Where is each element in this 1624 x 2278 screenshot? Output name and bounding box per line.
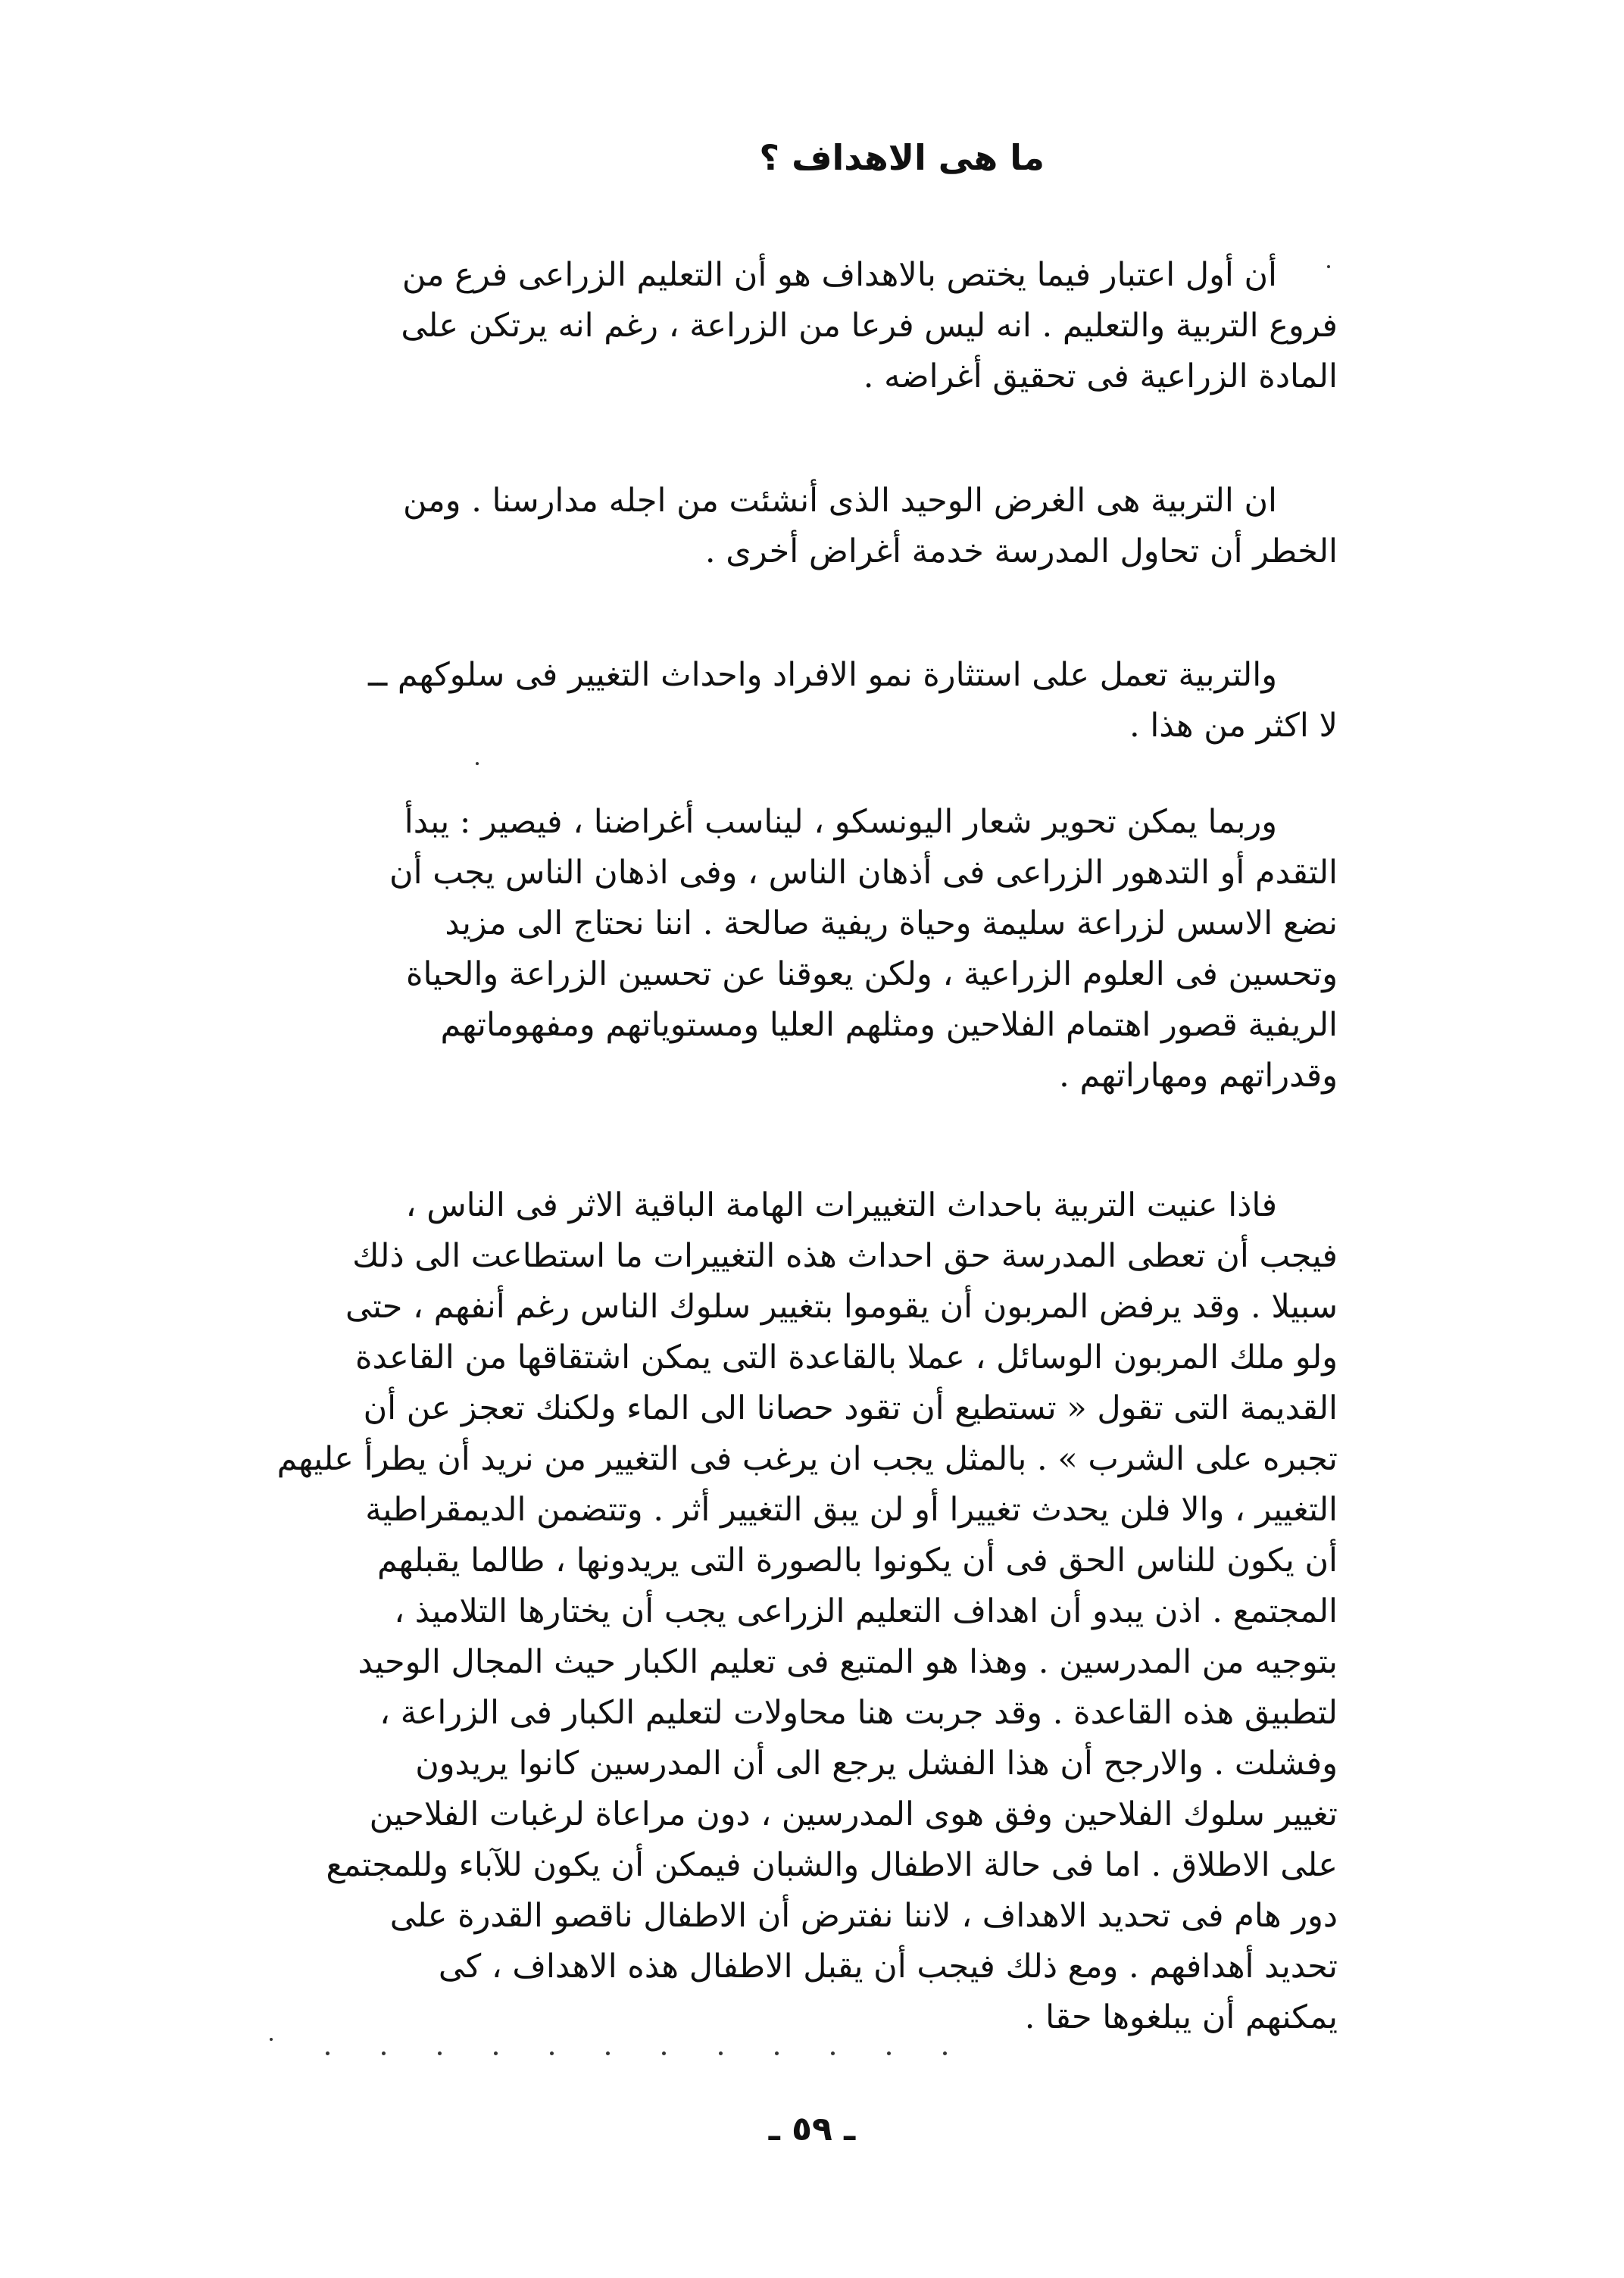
text-line: وتحسين فى العلوم الزراعية ، ولكن يعوقنا عن تحسين الزراعة والحياة — [405, 955, 1338, 993]
text-line: ولو ملك المربون الوسائل ، عملا بالقاعدة التى يمكن اشتقاقها من القاعدة — [355, 1339, 1338, 1376]
text-line: المجتمع . اذن يبدو أن اهداف التعليم الزراعى يجب أن يختارها التلاميذ ، — [394, 1592, 1338, 1630]
scan-dot — [606, 2051, 610, 2055]
text-line: وربما يمكن تحوير شعار اليونسكو ، ليناسب أغراضنا ، فيصير : يبدأ — [404, 803, 1277, 841]
text-line: التغيير ، والا فلن يحدث تغييرا أو لن يبق التغيير أثر . وتتضمن الديمقراطية — [365, 1491, 1338, 1529]
text-line: الخطر أن تحاول المدرسة خدمة أغراض أخرى . — [704, 533, 1338, 570]
scan-dot — [494, 2051, 498, 2055]
scan-dot — [662, 2051, 666, 2055]
scan-dot — [775, 2051, 779, 2055]
paragraph-4 — [50, 797, 1338, 1102]
text-line: أن أول اعتبار فيما يختص بالاهداف هو أن التعليم الزراعى فرع من — [401, 256, 1277, 294]
scan-speck — [476, 762, 479, 765]
text-line: ان التربية هى الغرض الوحيد الذى أنشئت من اجله مدارسنا . ومن — [403, 482, 1277, 520]
text-line: فيجب أن تعطى المدرسة حق احداث هذه التغييرات ما استطاعت الى ذلك — [352, 1237, 1338, 1275]
scan-dot — [326, 2051, 329, 2055]
section-heading: ما هى الاهداف ؟ — [759, 137, 1045, 178]
scan-dot — [887, 2051, 891, 2055]
scan-dot — [382, 2051, 386, 2055]
text-line: تغيير سلوك الفلاحين وفق هوى المدرسين ، دون مراعاة لرغبات الفلاحين — [369, 1795, 1338, 1833]
paragraph-1 — [50, 250, 1338, 402]
scan-dot — [438, 2051, 442, 2055]
text-line: والتربية تعمل على استثارة نمو الافراد واحداث التغيير فى سلوكهم ــ — [368, 656, 1277, 694]
text-line: دور هام فى تحديد الاهداف ، لاننا نفترض أن الاطفال ناقصو القدرة على — [389, 1897, 1338, 1935]
scan-speck — [1327, 265, 1330, 268]
paragraph-2 — [50, 476, 1338, 577]
page-number: ـ ٥٩ ـ — [768, 2110, 856, 2148]
text-line: أن يكون للناس الحق فى أن يكونوا بالصورة التى يريدونها ، طالما يقبلهم — [377, 1542, 1338, 1580]
text-line: تحديد أهدافهم . ومع ذلك فيجب أن يقبل الاطفال هذه الاهداف ، كى — [438, 1948, 1338, 1986]
scan-speck — [270, 2038, 273, 2041]
text-line: الريفية قصور اهتمام الفلاحين ومثلهم العليا ومستوياتهم ومفهوماتهم — [440, 1006, 1338, 1044]
text-line: المادة الزراعية فى تحقيق أغراضه . — [863, 358, 1338, 395]
scan-dot — [719, 2051, 723, 2055]
paragraph-5 — [50, 1180, 1338, 2043]
text-line: يمكنهم أن يبلغوها حقا . — [1024, 1998, 1338, 2036]
text-line: سبيلا . وقد يرفض المربون أن يقوموا بتغيير سلوك الناس رغم أنفهم ، حتى — [345, 1288, 1338, 1326]
text-line: لتطبيق هذه القاعدة . وقد جربت هنا محاولات لتعليم الكبار فى الزراعة ، — [379, 1694, 1338, 1732]
scan-dot — [831, 2051, 835, 2055]
scan-dot-row — [326, 2051, 947, 2056]
text-line: وقدراتهم ومهاراتهم . — [1059, 1057, 1338, 1095]
text-line: بتوجيه من المدرسين . وهذا هو المتبع فى تعليم الكبار حيث المجال الوحيد — [358, 1643, 1338, 1681]
text-line: فاذا عنيت التربية باحداث التغييرات الهامة الباقية الاثر فى الناس ، — [405, 1186, 1277, 1224]
text-line: على الاطلاق . اما فى حالة الاطفال والشبان فيمكن أن يكون للآباء وللمجتمع — [326, 1846, 1338, 1884]
text-line: القديمة التى تقول « تستطيع أن تقود حصانا الى الماء ولكنك تعجز عن أن — [363, 1389, 1338, 1427]
text-line: التقدم أو التدهور الزراعى فى أذهان الناس ، وفى اذهان الناس يجب أن — [389, 854, 1338, 892]
text-line: لا اكثر من هذا . — [1129, 707, 1338, 745]
text-line: فروع التربية والتعليم . انه ليس فرعا من الزراعة ، رغم انه يرتكن على — [401, 307, 1338, 345]
scan-dot — [550, 2051, 554, 2055]
text-line: وفشلت . والارجح أن هذا الفشل يرجع الى أن المدرسين كانوا يريدون — [415, 1745, 1338, 1783]
text-line: تجبره على الشرب » . بالمثل يجب ان يرغب فى التغيير من نريد أن يطرأ عليهم — [276, 1440, 1338, 1478]
text-line: نضع الاسس لزراعة سليمة وحياة ريفية صالحة . اننا نحتاج الى مزيد — [445, 905, 1338, 942]
scan-dot — [943, 2051, 947, 2055]
paragraph-3 — [50, 650, 1338, 752]
